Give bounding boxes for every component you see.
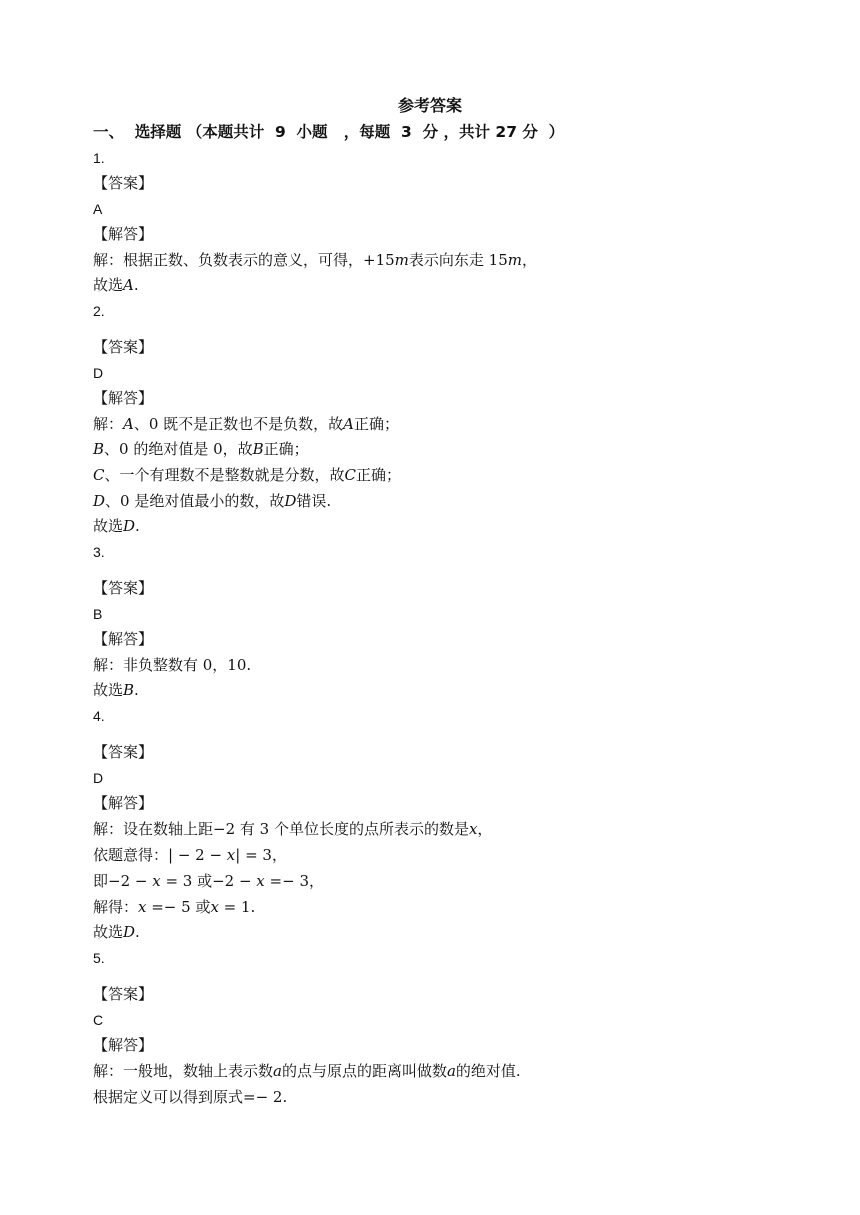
explanation-line: 故选𝐵. — [93, 681, 139, 699]
question-number: 2. — [93, 303, 105, 319]
answer-label: 【答案】 — [93, 743, 154, 761]
answer-label: 【答案】 — [93, 338, 154, 356]
explanation-line: 故选𝐷. — [93, 517, 140, 535]
answer-value: B — [93, 606, 103, 622]
answer-label: 【答案】 — [93, 174, 154, 192]
explanation-line: 𝐶、一个有理数不是整数就是分数，故𝐶正确； — [93, 466, 401, 484]
explanation-label: 【解答】 — [93, 389, 154, 407]
explanation-label: 【解答】 — [93, 794, 154, 812]
explanation-line: 即−2 − 𝑥 = 3 或−2 − 𝑥 =− 3， — [93, 872, 324, 890]
answer-value: A — [93, 201, 103, 217]
answer-value: D — [93, 770, 104, 786]
explanation-line: 解：一般地，数轴上表示数𝑎的点与原点的距离叫做数𝑎的绝对值. — [93, 1062, 521, 1080]
explanation-line: 解：𝐴、0 既不是正数也不是负数，故𝐴正确； — [93, 415, 399, 433]
explanation-label: 【解答】 — [93, 630, 154, 648]
answer-value: C — [93, 1012, 104, 1028]
explanation-line: 故选𝐴. — [93, 276, 139, 294]
explanation-line: 解：非负整数有 0，10. — [93, 656, 252, 674]
explanation-label: 【解答】 — [93, 225, 154, 243]
explanation-line: 解：设在数轴上距−2 有 3 个单位长度的点所表示的数是𝑥， — [93, 820, 493, 838]
answer-value: D — [93, 365, 104, 381]
explanation-line: 依题意得：| − 2 − 𝑥| = 3， — [93, 846, 287, 864]
explanation-line: 𝐵、0 的绝对值是 0，故𝐵正确； — [93, 440, 309, 458]
explanation-label: 【解答】 — [93, 1036, 154, 1054]
question-number: 1. — [93, 150, 105, 166]
explanation-line: 解：根据正数、负数表示的意义，可得，+15𝑚表示向东走 15𝑚， — [93, 251, 537, 269]
page-title: 参考答案 — [397, 96, 462, 115]
answer-label: 【答案】 — [93, 985, 154, 1003]
explanation-line: 𝐷、0 是绝对值最小的数，故𝐷错误. — [93, 492, 332, 510]
question-number: 4. — [93, 708, 105, 724]
explanation-line: 根据定义可以得到原式=− 2. — [93, 1088, 288, 1106]
explanation-line: 解得：𝑥 =− 5 或𝑥 = 1. — [93, 898, 256, 916]
section-heading: 一、 选择题 （本题共计 9 小题 ，每题 3 分 ，共计 27 分 ） — [93, 123, 565, 141]
question-number: 3. — [93, 544, 105, 560]
question-number: 5. — [93, 950, 105, 966]
explanation-line: 故选𝐷. — [93, 923, 140, 941]
answer-label: 【答案】 — [93, 579, 154, 597]
